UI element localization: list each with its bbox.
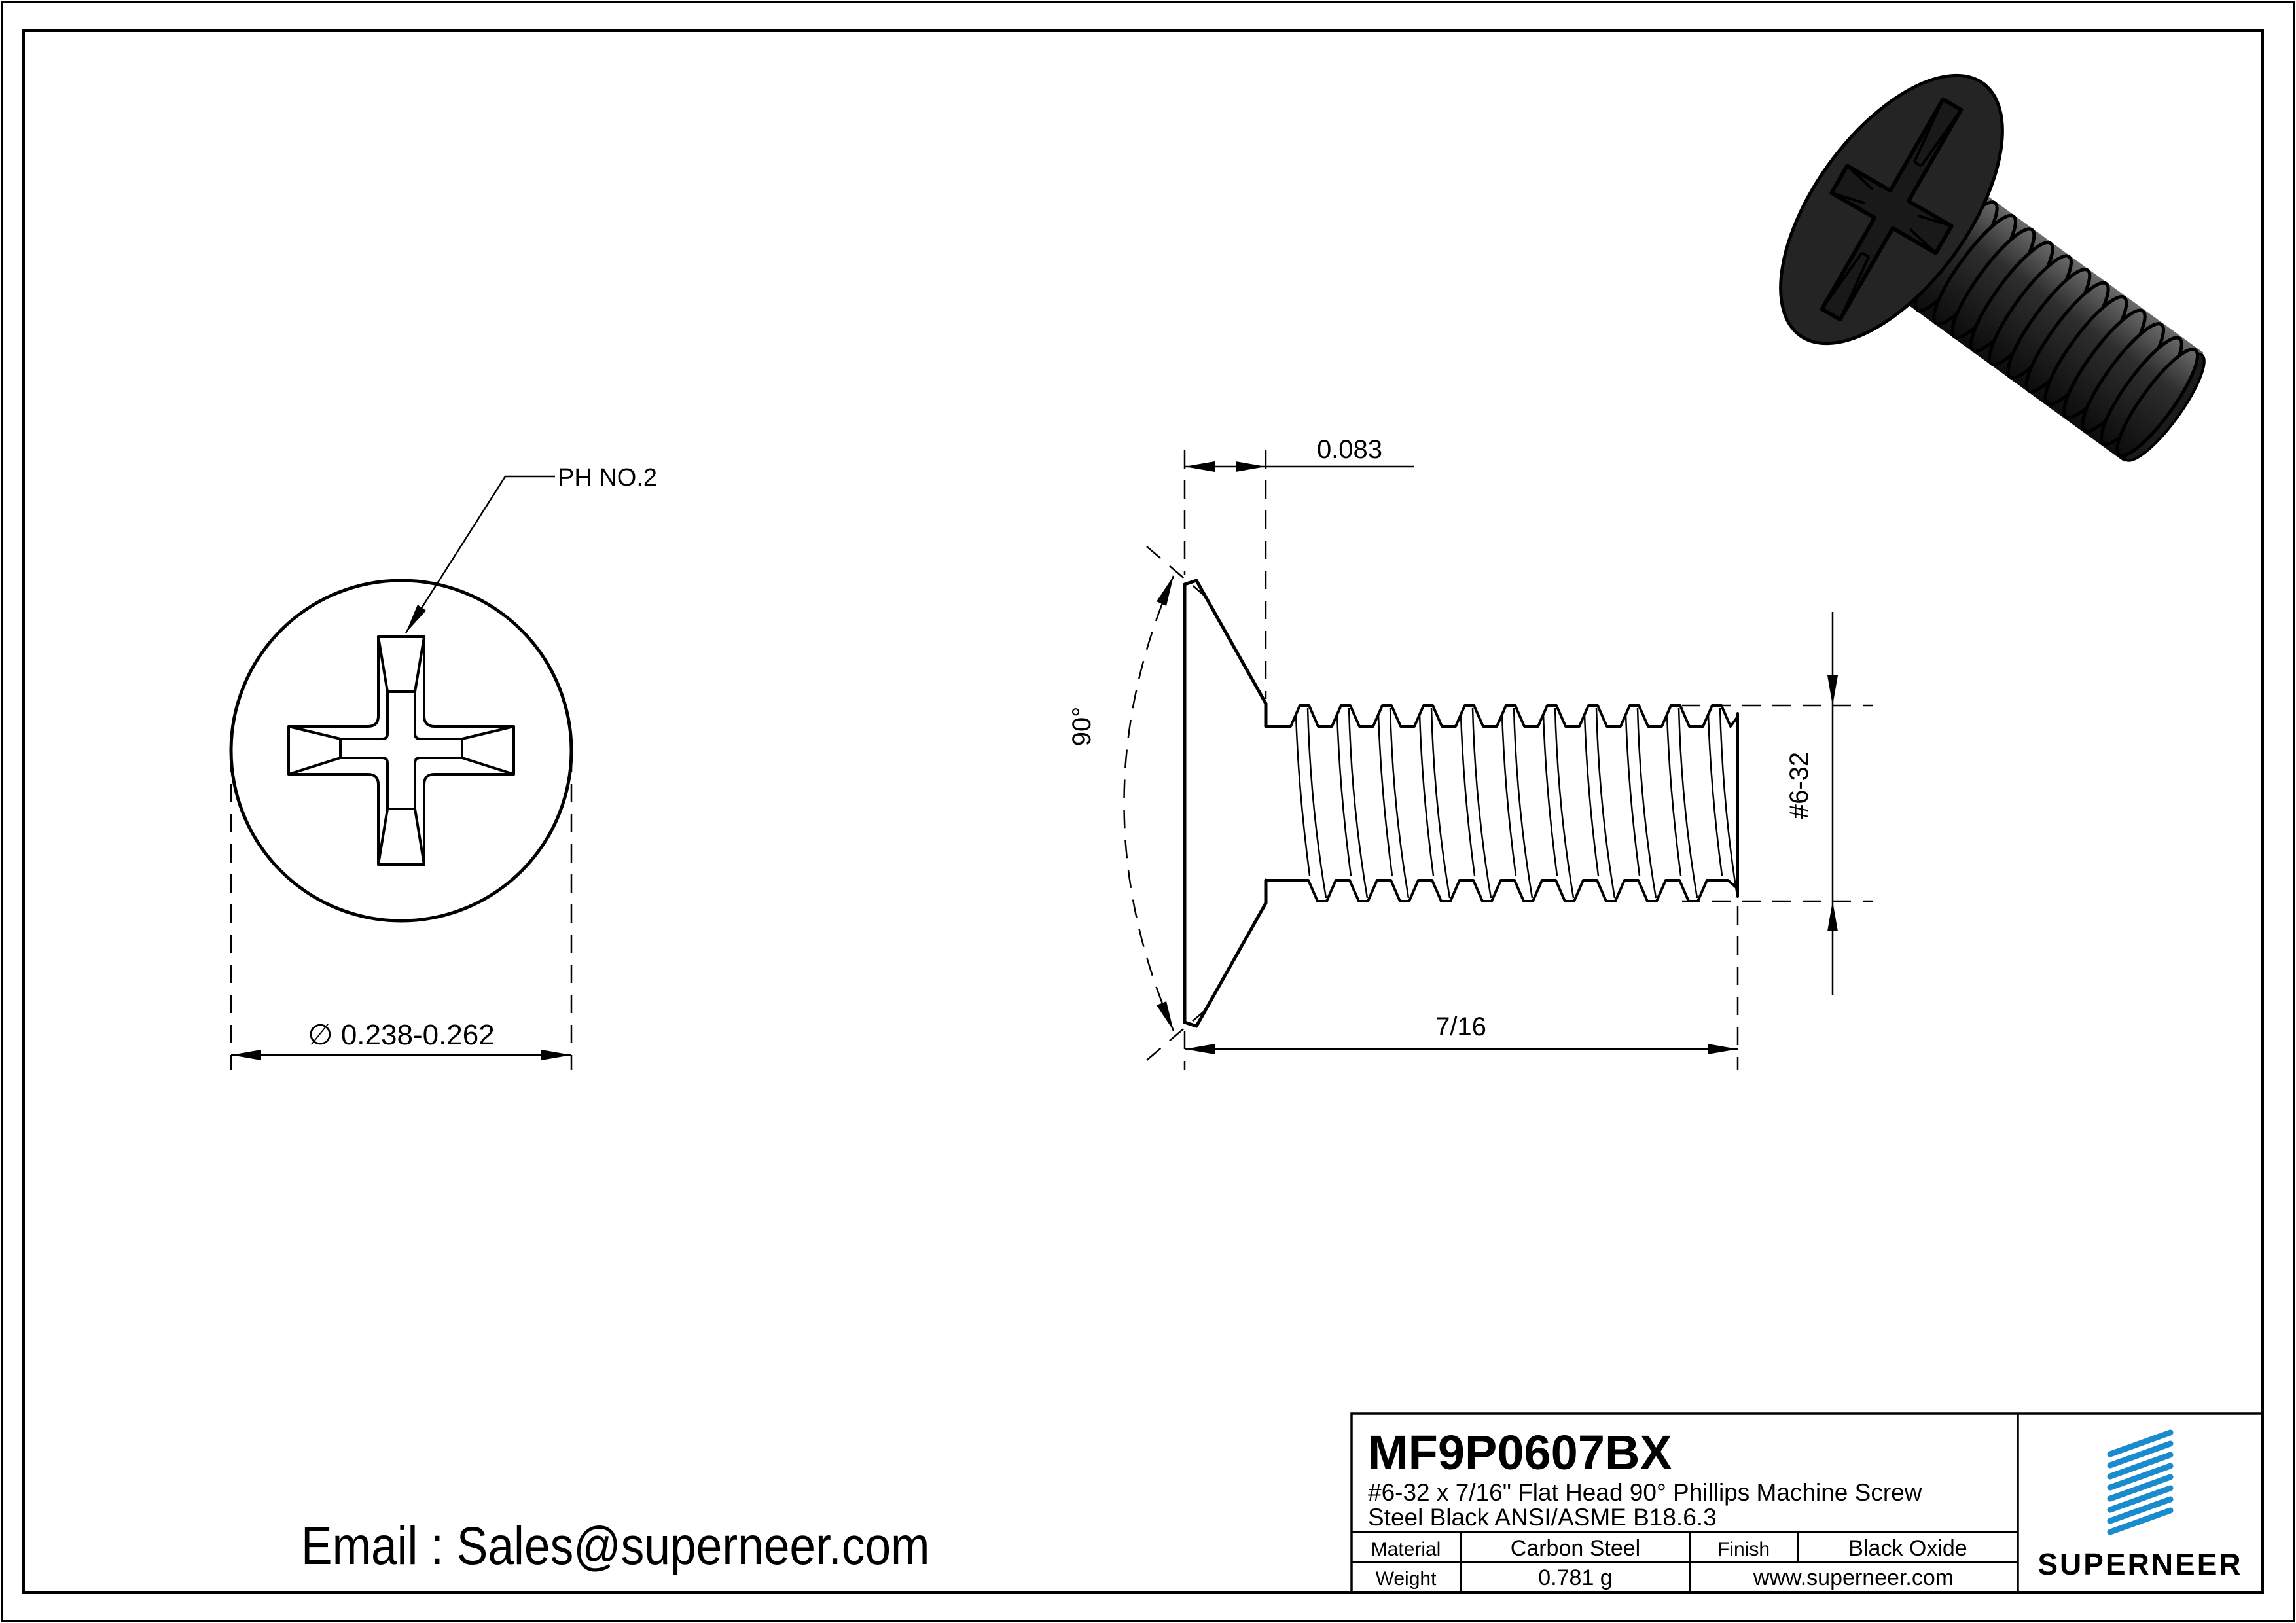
description-line1: #6-32 x 7/16" Flat Head 90° Phillips Machine Screw bbox=[1368, 1479, 1922, 1506]
website-link[interactable]: www.superneer.com bbox=[1753, 1565, 1954, 1590]
length-dim-text: 7/16 bbox=[1435, 1012, 1486, 1041]
diameter-dim-text: ∅ 0.238-0.262 bbox=[308, 1019, 495, 1051]
contact-email bbox=[301, 1516, 929, 1576]
weight-value: 0.781 g bbox=[1538, 1565, 1613, 1590]
material-value: Carbon Steel bbox=[1510, 1536, 1641, 1561]
recess-label: PH NO.2 bbox=[558, 464, 658, 491]
brand-wordmark: SUPERNEER bbox=[2037, 1547, 2243, 1581]
material-label: Material bbox=[1371, 1539, 1441, 1560]
finish-value: Black Oxide bbox=[1848, 1536, 1967, 1561]
part-number: MF9P0607BX bbox=[1368, 1425, 1672, 1480]
angle-dim-text: 90° bbox=[1067, 706, 1096, 747]
finish-label: Finish bbox=[1717, 1539, 1770, 1560]
weight-label: Weight bbox=[1375, 1568, 1437, 1590]
head-height-dim-text: 0.083 bbox=[1316, 435, 1383, 464]
description-line2: Steel Black ANSI/ASME B18.6.3 bbox=[1368, 1504, 1717, 1531]
email-text: Email : Sales@superneer.com bbox=[301, 1516, 930, 1577]
thread-dim-text: #6-32 bbox=[1785, 751, 1814, 819]
